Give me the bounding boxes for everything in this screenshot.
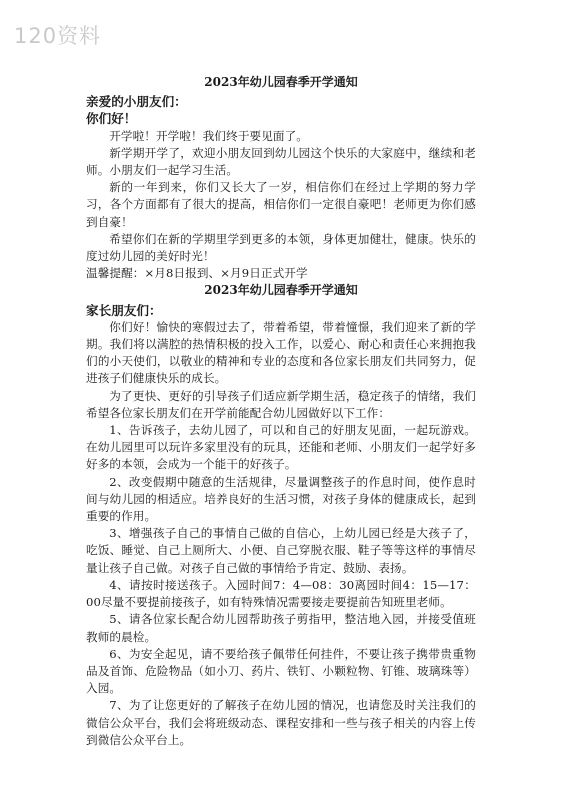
list-item: 5、请各位家长配合幼儿园帮助孩子剪指甲，整洁地入园，并接受值班教师的晨检。 bbox=[86, 612, 476, 644]
paragraph: 新的一年到来，你们又长大了一岁，相信你们在经过上学期的努力学习，各个方面都有了很大的提高，相信你们一定很自豪吧！老师更为你们感到自豪！ bbox=[86, 180, 476, 229]
paragraph: 开学啦！开学啦！我们终于要见面了。 bbox=[109, 128, 308, 143]
greeting-hello: 你们好！ bbox=[86, 111, 137, 127]
paragraph: 你们好！愉快的寒假过去了，带着希望，带着憧憬，我们迎来了新的学期。我们将以满腔的热情积极的投入工作，以爱心、耐心和责任心来拥抱我们的小天使们，以敬业的精神和专业的态度和各位家长朋友们共同努力，促进孩子们健康快乐的成长。 bbox=[86, 319, 476, 386]
greeting-parents: 家长朋友们： bbox=[86, 302, 162, 318]
paragraph: 新学期开学了，欢迎小朋友回到幼儿园这个快乐的大家庭中，继续和老师。小朋友们一起学习生活。 bbox=[86, 145, 476, 178]
watermark: 120资料 bbox=[14, 24, 102, 48]
paragraph: 为了更快、更好的引导孩子们适应新学期生活，稳定孩子的情绪，我们希望各位家长朋友们在开学前能配合幼儿园做好以下工作： bbox=[86, 388, 476, 420]
greeting-children: 亲爱的小朋友们： bbox=[86, 94, 187, 110]
reminder: 温馨提醒：×月8日报到、×月9日正式开学 bbox=[86, 266, 308, 281]
list-item: 3、增强孩子自己的事情自己做的自信心，上幼儿园已经是大孩子了，吃饭、睡觉、自己上厕所大、小便、自己穿脱衣服、鞋子等等这样的事情尽量让孩子自己做。对孩子自己做的事情给予肯定、鼓励、表扬。 bbox=[86, 526, 476, 575]
notice-title: 2023年幼儿园春季开学通知 bbox=[204, 283, 358, 298]
list-item: 7、为了让您更好的了解孩子在幼儿园的情况，也请您及时关注我们的微信公众平台，我们会将班级动态、课程安排和一些与孩子相关的内容上传到微信公众平台上。 bbox=[86, 698, 476, 747]
paragraph: 希望你们在新的学期里学到更多的本领，身体更加健壮，健康。快乐的度过幼儿园的美好时光！ bbox=[86, 231, 476, 264]
list-item: 2、改变假期中随意的生活规律，尽量调整孩子的作息时间，使作息时间与幼儿园的相适应。培养良好的生活习惯，对孩子身体的健康成长，起到重要的作用。 bbox=[86, 474, 476, 524]
document-body bbox=[86, 74, 476, 749]
list-item: 6、为安全起见，请不要给孩子佩带任何挂件，不要让孩子携带贵重物品及首饰、危险物品（如小刀、药片、铁钉、小颗粒物、钉锥、玻璃珠等）入园。 bbox=[86, 646, 476, 696]
notice-title: 2023年幼儿园春季开学通知 bbox=[204, 75, 358, 89]
list-item: 1、告诉孩子，去幼儿园了，可以和自己的好朋友见面，一起玩游戏。在幼儿园里可以玩许多家里没有的玩具，还能和老师、小朋友们一起学好多好多的本领，会成为一个能干的好孩子。 bbox=[86, 423, 476, 472]
list-item: 4、请按时接送孩子。入园时间7：4—08：30离园时间4：15—17：00尽量不要提前接孩子，如有特殊情况需要接走要提前告知班里老师。 bbox=[86, 577, 476, 610]
